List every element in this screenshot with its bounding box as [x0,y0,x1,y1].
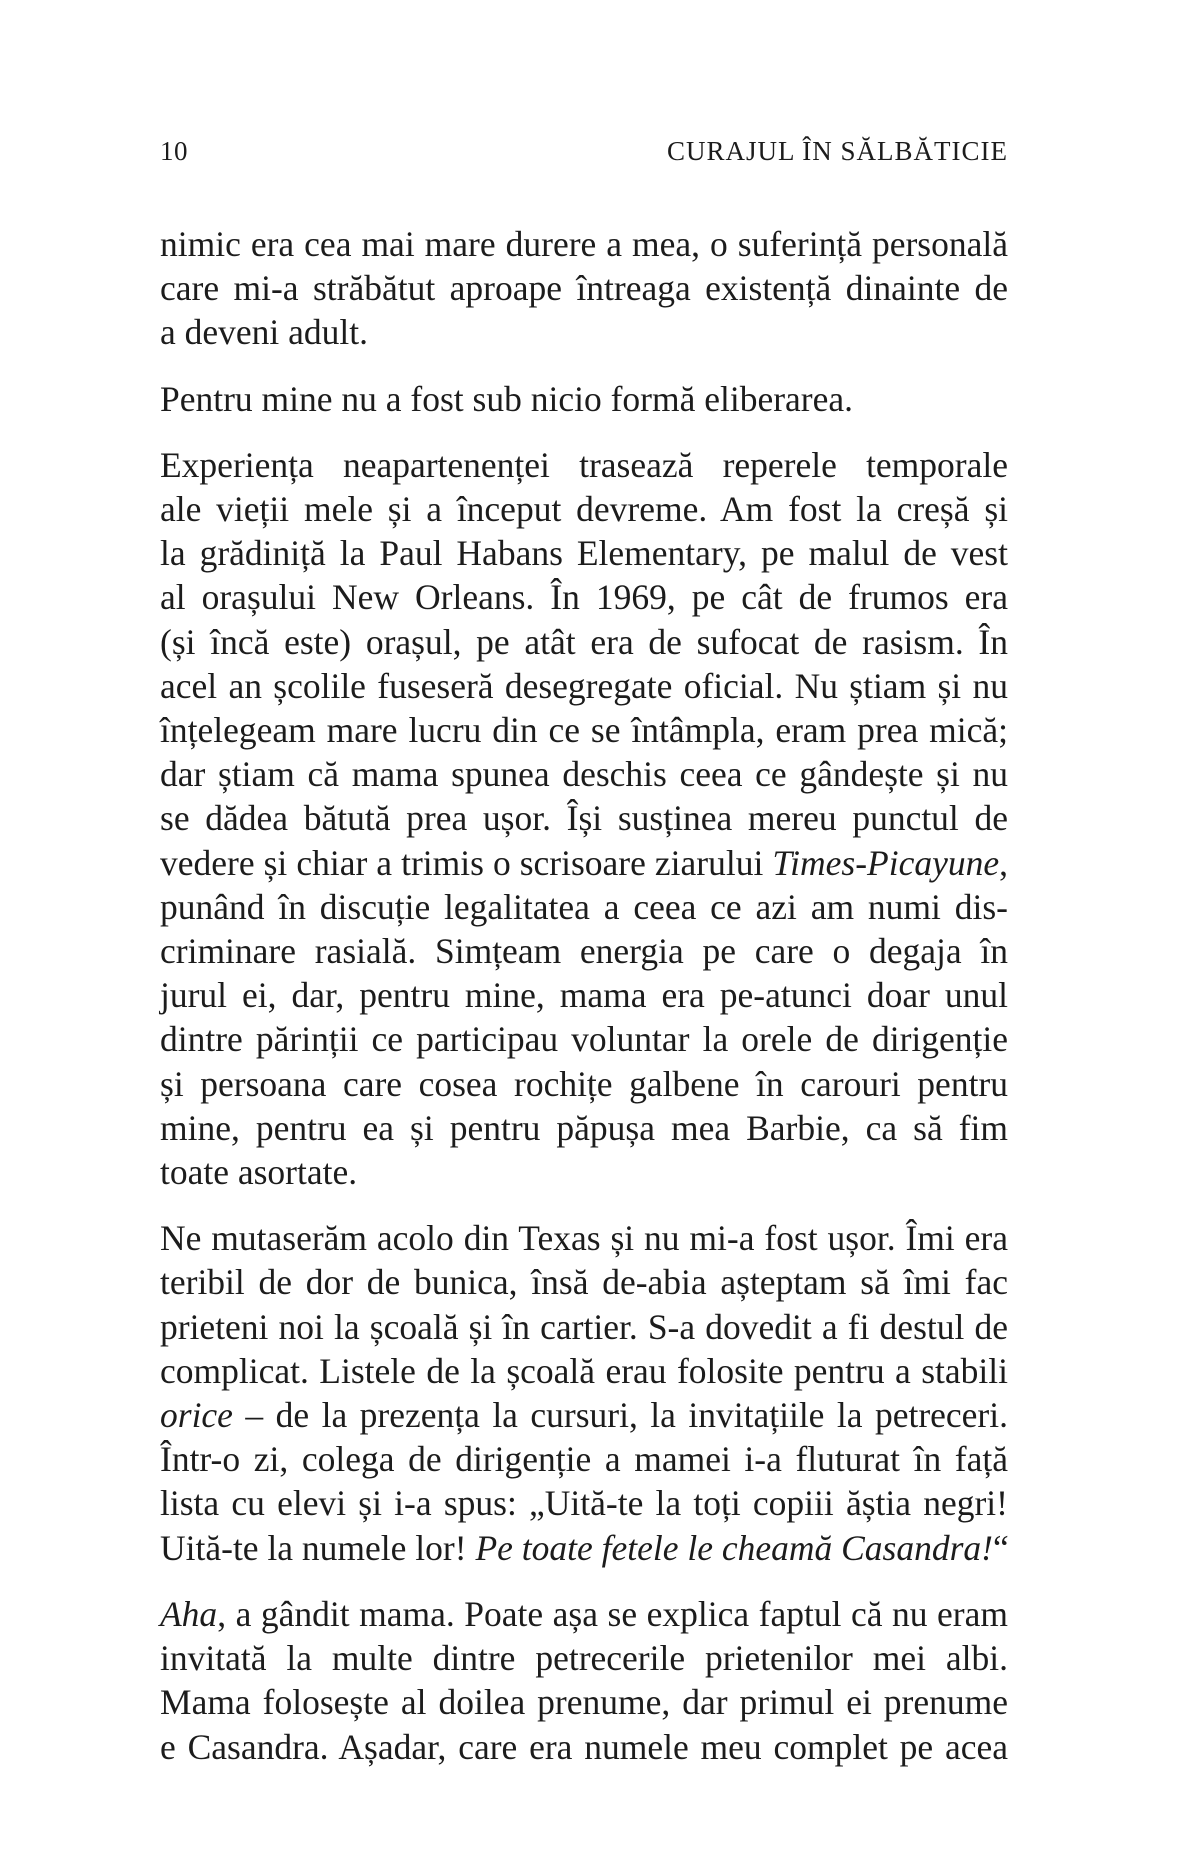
text-line: și persoana care cosea rochițe galbene în carouri pentru [160,1063,1008,1104]
paragraph-3 [160,443,1008,1194]
text-line: Pentru mine nu a fost sub nicio formă eliberarea. [160,378,854,419]
page-number: 10 [160,136,188,166]
text-line: e Casandra. Așadar, care era numele meu complet pe acea [160,1726,1008,1767]
text-line: dar știam că mama spunea deschis ceea ce gândește și nu [160,754,1008,795]
italic-word: Aha [160,1593,218,1634]
text-line [160,1393,1008,1437]
closing-quote: “ [993,1527,1009,1568]
text-line: (și încă este) orașul, pe atât era de sufocat de rasism. În [160,621,1008,662]
text-line: lista cu elevi și i-a spus: „Uită-te la toți copiii ăștia negri! [160,1483,1008,1524]
italic-word: orice [160,1395,233,1436]
text-line [160,1592,1008,1636]
paragraph-5 [160,1592,1008,1769]
text-line: nimic era cea mai mare durere a mea, o suferință personală [160,224,1008,264]
text-segment: vedere și chiar a trimis o scrisoare ziarului [160,842,773,883]
text-line: teribil de dor de bunica, însă de-abia așteptam să îmi fac [160,1262,1008,1303]
text-line: Mama folosește al doilea prenume, dar primul ei prenume [160,1682,1008,1723]
paragraph-1 [160,222,1008,355]
italic-quote: Pe toate fetele le cheamă Casandra! [475,1527,993,1568]
text-line: a deveni adult. [160,312,368,353]
body-text [160,222,1008,1791]
text-line: care mi-a străbătut aproape întreaga existență dinainte de [160,268,1008,309]
text-line [160,1526,1008,1570]
text-line: Într-o zi, colega de dirigenție a mamei i-a fluturat în față [160,1439,1008,1480]
text-line: Experiența neapartenenței trasează reperele temporale [160,444,1008,485]
text-segment: , a gândit mama. Poate așa se explica faptul că nu eram [217,1593,1008,1634]
text-line: al orașului New Orleans. În 1969, pe cât de frumos era [160,577,1008,618]
text-line: dintre părinții ce participau voluntar la orele de dirigenție [160,1019,1008,1060]
text-line: invitată la multe dintre petrecerile prietenilor mei albi. [160,1638,1008,1679]
text-line: se dădea bătută prea ușor. Își susținea mereu punctul de [160,798,1008,839]
text-line: acel an școlile fuseseră desegregate oficial. Nu știam și nu [160,665,1008,706]
text-line: criminare rasială. Simțeam energia pe care o degaja în [160,931,1008,972]
text-line: mine, pentru ea și pentru păpușa mea Barbie, ca să fim [160,1107,1008,1148]
text-line: prieteni noi la școală și în cartier. S-a dovedit a fi destul de [160,1306,1008,1347]
paragraph-2 [160,377,1008,421]
text-segment: , [999,842,1008,883]
text-line: la grădiniță la Paul Habans Elementary, pe malul de vest [160,533,1008,574]
book-title: CURAJUL ÎN SĂLBĂTICIE [667,136,1008,166]
text-line: înțelegeam mare lucru din ce se întâmpla, eram prea mică; [160,710,1008,751]
text-line: toate asortate. [160,1152,358,1193]
text-line: complicat. Listele de la școală erau folosite pentru a stabili [160,1350,1008,1391]
running-head [160,136,1008,176]
text-line [160,841,1008,885]
text-line: Ne mutaserăm acolo din Texas și nu mi-a fost ușor. Îmi era [160,1218,1008,1259]
newspaper-title: Times-Picayune [772,842,1000,883]
text-line: ale vieții mele și a început devreme. Am fost la creșă și [160,489,1008,530]
text-segment: – de la prezența la cursuri, la invitațiile la petreceri. [232,1395,1008,1436]
text-segment: Uită-te la numele lor! [160,1527,476,1568]
text-line: punând în discuție legalitatea a ceea ce azi am numi dis- [160,886,1008,927]
paragraph-4 [160,1216,1008,1570]
text-line: jurul ei, dar, pentru mine, mama era pe-atunci doar unul [160,975,1008,1016]
